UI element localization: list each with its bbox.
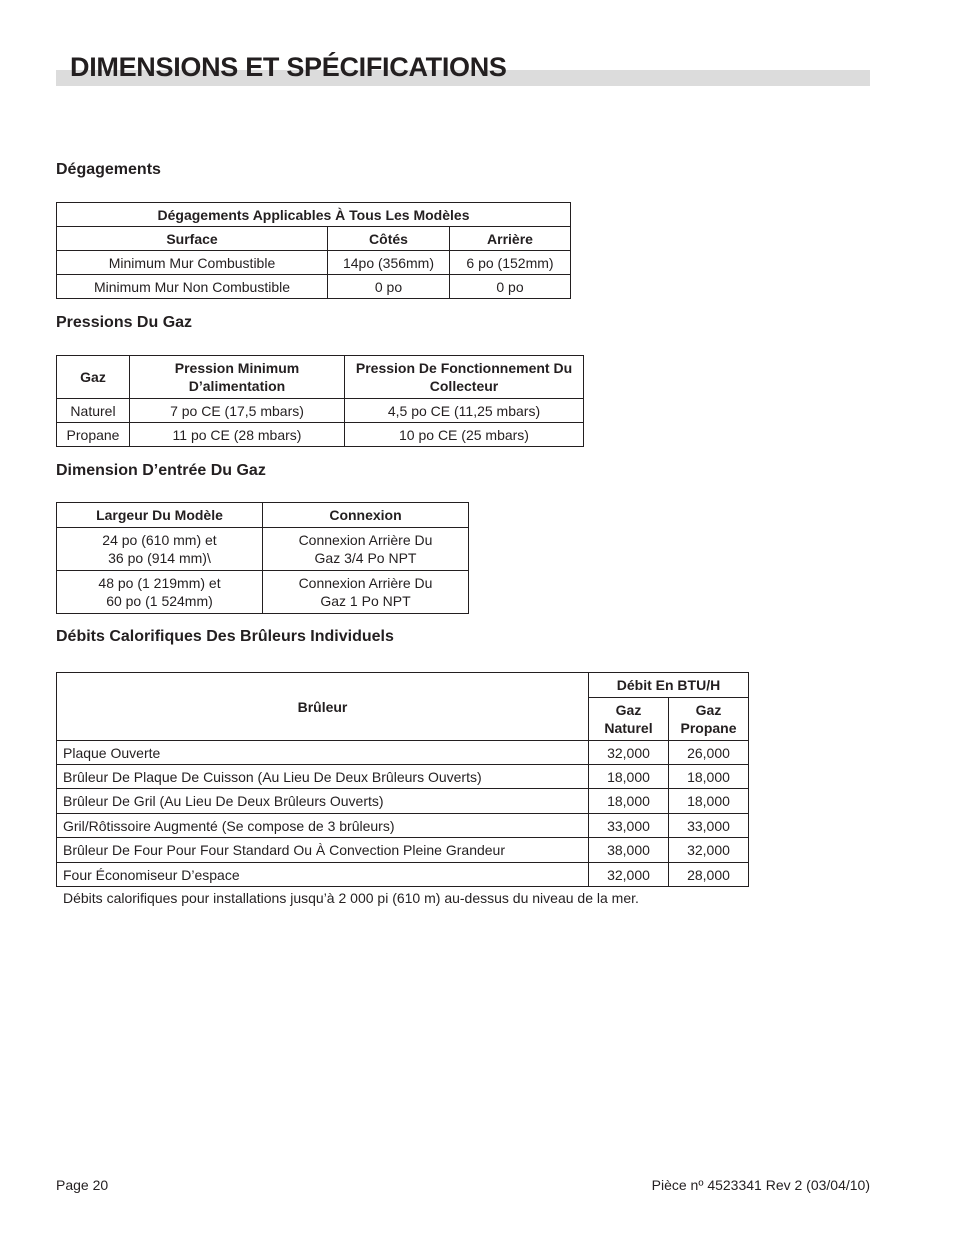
- table-cell: Plaque Ouverte: [57, 741, 589, 765]
- table-cell: 10 po CE (25 mbars): [345, 423, 584, 447]
- table-row: [57, 838, 749, 863]
- gas-pressures-table: [56, 355, 584, 447]
- propane-gas-header: Gaz Propane: [669, 698, 749, 741]
- table-row: [57, 423, 584, 447]
- gas-pressures-header-min-supply: Pression Minimum D’alimentation: [130, 356, 345, 399]
- table-row: [57, 251, 571, 275]
- table-row: [57, 399, 584, 423]
- page-title: DIMENSIONS ET SPÉCIFICATIONS: [70, 52, 507, 82]
- table-cell: Brûleur De Plaque De Cuisson (Au Lieu De Deux Brûleurs Ouverts): [57, 765, 589, 789]
- table-cell: 33,000: [589, 814, 669, 838]
- clearances-table-title: Dégagements Applicables À Tous Les Modèles: [57, 203, 571, 227]
- burner-header: Brûleur: [57, 673, 589, 741]
- clearances-header-rear: Arrière: [450, 227, 571, 251]
- table-row: [57, 741, 749, 765]
- table-cell: Brûleur De Gril (Au Lieu De Deux Brûleurs Ouverts): [57, 789, 589, 814]
- table-cell: 18,000: [669, 789, 749, 814]
- table-cell: 26,000: [669, 741, 749, 765]
- table-cell: Four Économiseur D’espace: [57, 863, 589, 887]
- table-cell: 4,5 po CE (11,25 mbars): [345, 399, 584, 423]
- table-row: [57, 571, 469, 614]
- btu-header: Débit En BTU/H: [589, 673, 749, 698]
- table-cell: 14po (356mm): [328, 251, 450, 275]
- page-number: Page 20: [56, 1177, 109, 1193]
- table-cell: 33,000: [669, 814, 749, 838]
- gas-inlet-header-width: Largeur Du Modèle: [57, 503, 263, 528]
- natural-gas-header: Gaz Naturel: [589, 698, 669, 741]
- table-row: [57, 275, 571, 299]
- table-cell: Connexion Arrière Du Gaz 1 Po NPT: [263, 571, 469, 614]
- burner-ratings-heading: Débits Calorifiques Des Brûleurs Individuels: [56, 628, 394, 645]
- table-cell: 32,000: [589, 741, 669, 765]
- gas-pressures-header-manifold: Pression De Fonctionnement Du Collecteur: [345, 356, 584, 399]
- table-row: [57, 789, 749, 814]
- table-cell: Minimum Mur Combustible: [57, 251, 328, 275]
- table-cell: 6 po (152mm): [450, 251, 571, 275]
- table-cell: Minimum Mur Non Combustible: [57, 275, 328, 299]
- table-row: [57, 528, 469, 571]
- altitude-note: Débits calorifiques pour installations jusqu’à 2 000 pi (610 m) au-dessus du niveau de la mer.: [63, 890, 639, 906]
- table-cell: Naturel: [57, 399, 130, 423]
- table-cell: 11 po CE (28 mbars): [130, 423, 345, 447]
- gas-inlet-header-connection: Connexion: [263, 503, 469, 528]
- table-row: [57, 863, 749, 887]
- table-cell: Brûleur De Four Pour Four Standard Ou À Convection Pleine Grandeur: [57, 838, 589, 863]
- table-cell: 48 po (1 219mm) et 60 po (1 524mm): [57, 571, 263, 614]
- table-cell: 0 po: [328, 275, 450, 299]
- clearances-header-sides: Côtés: [328, 227, 450, 251]
- table-cell: 24 po (610 mm) et 36 po (914 mm)\: [57, 528, 263, 571]
- clearances-table: [56, 202, 571, 299]
- table-cell: 28,000: [669, 863, 749, 887]
- table-cell: Connexion Arrière Du Gaz 3/4 Po NPT: [263, 528, 469, 571]
- gas-inlet-table: [56, 502, 469, 614]
- table-cell: 38,000: [589, 838, 669, 863]
- table-cell: 18,000: [669, 765, 749, 789]
- table-cell: 7 po CE (17,5 mbars): [130, 399, 345, 423]
- table-row: [57, 765, 749, 789]
- clearances-heading: Dégagements: [56, 161, 161, 178]
- clearances-header-surface: Surface: [57, 227, 328, 251]
- table-cell: 18,000: [589, 765, 669, 789]
- table-cell: 32,000: [669, 838, 749, 863]
- table-row: [57, 814, 749, 838]
- table-cell: Propane: [57, 423, 130, 447]
- part-number: Pièce nº 4523341 Rev 2 (03/04/10): [651, 1177, 870, 1193]
- burner-ratings-table: [56, 672, 749, 887]
- gas-pressures-heading: Pressions Du Gaz: [56, 314, 193, 331]
- table-cell: 18,000: [589, 789, 669, 814]
- gas-pressures-header-gas: Gaz: [57, 356, 130, 399]
- table-cell: 0 po: [450, 275, 571, 299]
- table-cell: 32,000: [589, 863, 669, 887]
- gas-inlet-heading: Dimension D’entrée Du Gaz: [56, 462, 266, 479]
- table-cell: Gril/Rôtissoire Augmenté (Se compose de 3 brûleurs): [57, 814, 589, 838]
